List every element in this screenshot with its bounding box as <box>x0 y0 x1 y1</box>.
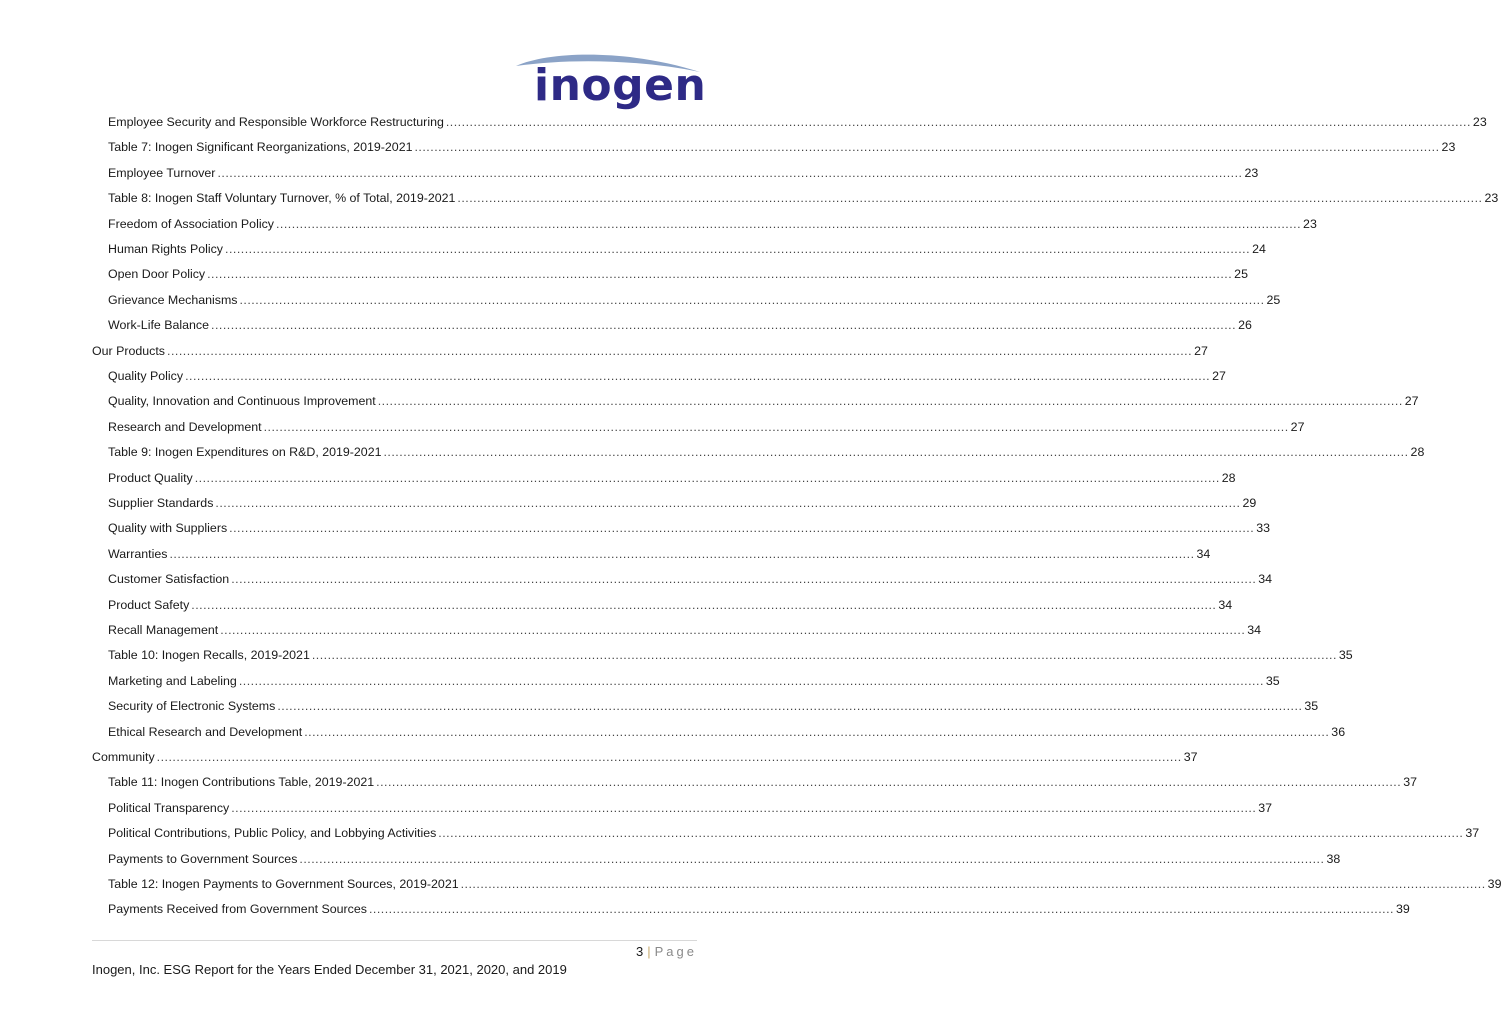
toc-dot-leader: .................................................................................................................................................................................................................................................................... <box>231 800 1257 815</box>
toc-entry-page: 29 <box>1242 496 1257 510</box>
page-separator: | <box>647 944 651 959</box>
toc-entry[interactable] <box>108 520 1270 536</box>
toc-entry-page: 35 <box>1304 699 1319 714</box>
toc-dot-leader: .................................................................................................................................................................................................................................................................... <box>275 216 1302 231</box>
toc-entry-title: Our Products <box>92 343 165 358</box>
toc-entry-page: 27 <box>1404 394 1419 409</box>
toc-entry[interactable] <box>108 266 1248 282</box>
toc-entry-title: Table 12: Inogen Payments to Government Sources, 2019-2021 <box>108 877 459 891</box>
toc-entry-page: 33 <box>1256 521 1270 536</box>
toc-entry-title: Warranties <box>108 546 168 561</box>
page-word: Page <box>654 944 697 959</box>
toc-entry-page: 35 <box>1265 673 1280 688</box>
toc-entry-title: Quality, Innovation and Continuous Improvement <box>108 394 376 409</box>
toc-entry-page: 23 <box>1484 191 1499 206</box>
toc-dot-leader: .................................................................................................................................................................................................................................................................... <box>460 877 1486 891</box>
toc-entry-page: 25 <box>1234 267 1248 282</box>
toc-entry-title: Product Quality <box>108 470 193 485</box>
toc-dot-leader: .................................................................................................................................................................................................................................................................... <box>211 318 1237 333</box>
toc-entry[interactable] <box>108 317 1252 333</box>
toc-dot-leader: .................................................................................................................................................................................................................................................................... <box>414 140 1440 155</box>
toc-entry[interactable] <box>108 571 1273 587</box>
toc-entry[interactable] <box>108 165 1259 181</box>
page-number-value: 3 <box>636 944 644 959</box>
toc-entry-page: 37 <box>1403 775 1417 790</box>
toc-dot-leader: .................................................................................................................................................................................................................................................................... <box>229 521 1255 536</box>
logo-wordmark: inogen <box>534 60 707 111</box>
toc-dot-leader: .................................................................................................................................................................................................................................................................... <box>445 115 1471 129</box>
toc-entry-page: 27 <box>1212 369 1226 383</box>
toc-dot-leader: .................................................................................................................................................................................................................................................................... <box>185 369 1211 383</box>
toc-entry-page: 24 <box>1252 242 1266 256</box>
toc-entry[interactable] <box>108 622 1262 638</box>
toc-entry-title: Employee Turnover <box>108 165 216 180</box>
toc-entry[interactable] <box>108 698 1319 714</box>
toc-entry[interactable] <box>108 368 1226 384</box>
toc-entry-page: 23 <box>1472 115 1487 129</box>
toc-entry-title: Recall Management <box>108 623 219 637</box>
toc-entry[interactable] <box>108 825 1480 841</box>
toc-entry[interactable] <box>108 114 1487 130</box>
toc-dot-leader: .................................................................................................................................................................................................................................................................... <box>207 267 1233 282</box>
toc-dot-leader: .................................................................................................................................................................................................................................................................... <box>220 623 1246 637</box>
toc-entry[interactable] <box>108 774 1417 790</box>
toc-dot-leader: .................................................................................................................................................................................................................................................................... <box>304 724 1330 739</box>
toc-entry[interactable] <box>108 724 1346 740</box>
toc-entry-page: 39 <box>1487 877 1501 891</box>
toc-dot-leader: .................................................................................................................................................................................................................................................................... <box>194 470 1220 485</box>
toc-entry[interactable] <box>108 139 1456 155</box>
toc-entry-page: 27 <box>1194 343 1208 358</box>
toc-entry[interactable] <box>108 292 1281 308</box>
toc-dot-leader: .................................................................................................................................................................................................................................................................... <box>376 775 1402 790</box>
toc-entry-title: Employee Security and Responsible Workforce Restructuring <box>108 115 444 129</box>
toc-dot-leader: .................................................................................................................................................................................................................................................................... <box>299 851 1325 866</box>
toc-entry-title: Table 7: Inogen Significant Reorganizations, 2019-2021 <box>108 140 413 155</box>
toc-entry-page: 34 <box>1218 597 1233 612</box>
page-number <box>636 944 697 960</box>
toc-dot-leader: .................................................................................................................................................................................................................................................................... <box>215 496 1241 510</box>
toc-entry-page: 23 <box>1244 165 1259 180</box>
toc-dot-leader: .................................................................................................................................................................................................................................................................... <box>377 394 1403 409</box>
footer-divider <box>92 940 697 941</box>
toc-entry-title: Payments Received from Government Sources <box>108 902 367 917</box>
toc-entry-title: Table 10: Inogen Recalls, 2019-2021 <box>108 648 310 663</box>
toc-entry-title: Customer Satisfaction <box>108 572 230 587</box>
toc-entry-page: 37 <box>1258 800 1273 815</box>
toc-dot-leader: .................................................................................................................................................................................................................................................................... <box>231 572 1257 587</box>
toc-entry-title: Research and Development <box>108 419 262 434</box>
toc-dot-leader: .................................................................................................................................................................................................................................................................... <box>225 242 1251 256</box>
toc-entry[interactable] <box>108 241 1266 257</box>
toc-entry[interactable] <box>108 597 1233 613</box>
toc-dot-leader: .................................................................................................................................................................................................................................................................... <box>169 546 1195 561</box>
toc-entry[interactable] <box>108 546 1211 562</box>
toc-entry[interactable] <box>92 343 1208 359</box>
toc-entry-title: Product Safety <box>108 597 190 612</box>
toc-entry[interactable] <box>108 470 1236 486</box>
toc-entry-page: 26 <box>1238 318 1252 333</box>
toc-entry-page: 39 <box>1396 902 1410 917</box>
toc-entry-title: Political Contributions, Public Policy, and Lobbying Activities <box>108 826 437 841</box>
toc-entry-title: Ethical Research and Development <box>108 724 303 739</box>
toc-dot-leader: .................................................................................................................................................................................................................................................................... <box>217 165 1243 180</box>
toc-dot-leader: .................................................................................................................................................................................................................................................................... <box>191 597 1217 612</box>
toc-entry-title: Freedom of Association Policy <box>108 216 274 231</box>
toc-entry-title: Political Transparency <box>108 800 230 815</box>
toc-entry-page: 35 <box>1338 648 1353 663</box>
toc-entry-title: Grievance Mechanisms <box>108 292 238 307</box>
toc-entry-page: 25 <box>1266 292 1281 307</box>
toc-entry-page: 23 <box>1303 216 1317 231</box>
toc-dot-leader: .................................................................................................................................................................................................................................................................... <box>238 673 1264 688</box>
toc-entry[interactable] <box>108 190 1499 206</box>
toc-dot-leader: .................................................................................................................................................................................................................................................................... <box>368 902 1394 917</box>
toc-entry[interactable] <box>108 444 1425 460</box>
toc-entry-page: 37 <box>1183 750 1198 764</box>
toc-entry-title: Table 9: Inogen Expenditures on R&D, 2019-2021 <box>108 445 382 460</box>
toc-dot-leader: .................................................................................................................................................................................................................................................................... <box>383 445 1409 460</box>
toc-dot-leader: .................................................................................................................................................................................................................................................................... <box>239 292 1265 307</box>
toc-entry[interactable] <box>92 749 1198 765</box>
toc-dot-leader: .................................................................................................................................................................................................................................................................... <box>457 191 1483 206</box>
toc-entry-title: Quality with Suppliers <box>108 521 228 536</box>
toc-entry[interactable] <box>108 216 1317 232</box>
toc-entry-title: Marketing and Labeling <box>108 673 237 688</box>
toc-entry-page: 34 <box>1247 623 1262 637</box>
toc-entry[interactable] <box>108 647 1353 663</box>
toc-entry[interactable] <box>108 800 1273 816</box>
toc-entry-page: 28 <box>1410 445 1425 460</box>
toc-dot-leader: .................................................................................................................................................................................................................................................................... <box>438 826 1464 841</box>
toc-entry-title: Table 11: Inogen Contributions Table, 2019-2021 <box>108 775 375 790</box>
toc-entry[interactable] <box>108 901 1410 917</box>
toc-dot-leader: .................................................................................................................................................................................................................................................................... <box>263 419 1289 434</box>
toc-entry-page: 37 <box>1465 826 1480 841</box>
toc-entry-page: 36 <box>1331 724 1346 739</box>
toc-entry[interactable] <box>108 393 1419 409</box>
toc-entry-page: 28 <box>1221 470 1236 485</box>
toc-entry[interactable] <box>108 851 1341 867</box>
toc-entry[interactable] <box>108 876 1501 892</box>
toc-dot-leader: .................................................................................................................................................................................................................................................................... <box>311 648 1337 663</box>
toc-entry-title: Quality Policy <box>108 369 184 383</box>
toc-entry-title: Human Rights Policy <box>108 242 224 256</box>
toc-dot-leader: .................................................................................................................................................................................................................................................................... <box>156 750 1182 764</box>
toc-entry-title: Open Door Policy <box>108 267 206 282</box>
toc-entry-page: 34 <box>1258 572 1273 587</box>
toc-entry[interactable] <box>108 495 1257 511</box>
toc-entry-page: 23 <box>1441 140 1456 155</box>
toc-entry-page: 27 <box>1290 419 1305 434</box>
toc-entry-title: Supplier Standards <box>108 496 214 510</box>
toc-entry-title: Work-Life Balance <box>108 318 210 333</box>
toc-entry-page: 34 <box>1196 546 1211 561</box>
toc-entry[interactable] <box>108 419 1305 435</box>
toc-entry[interactable] <box>108 673 1280 689</box>
toc-dot-leader: .................................................................................................................................................................................................................................................................... <box>277 699 1303 714</box>
toc-entry-title: Community <box>92 750 155 764</box>
toc-entry-title: Table 8: Inogen Staff Voluntary Turnover, % of Total, 2019-2021 <box>108 191 456 206</box>
inogen-logo <box>512 52 707 116</box>
toc-dot-leader: .................................................................................................................................................................................................................................................................... <box>167 343 1193 358</box>
toc-entry-page: 38 <box>1326 851 1341 866</box>
footer-report-title: Inogen, Inc. ESG Report for the Years Ended December 31, 2021, 2020, and 2019 <box>92 962 567 977</box>
toc-entry-title: Security of Electronic Systems <box>108 699 276 714</box>
toc-entry-title: Payments to Government Sources <box>108 851 298 866</box>
